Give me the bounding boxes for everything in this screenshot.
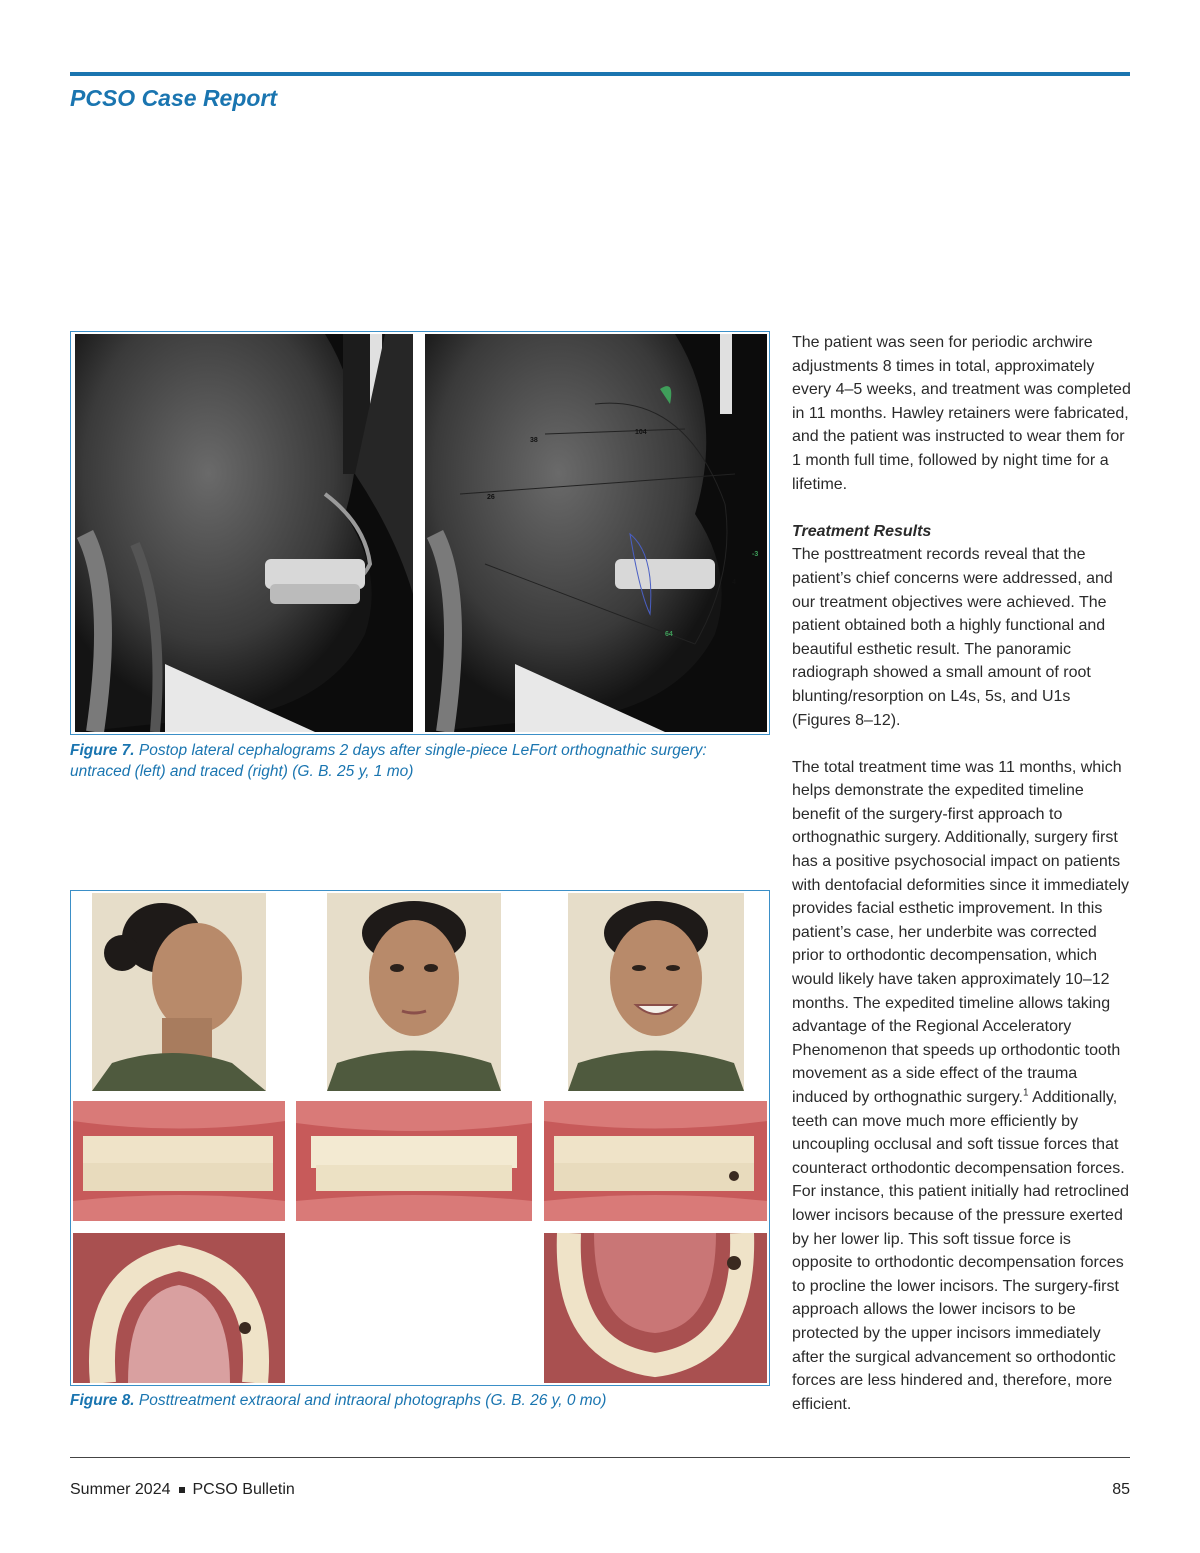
figure-8-caption-text: Posttreatment extraoral and intraoral photographs (G. B. 26 y, 0 mo) [138,1392,607,1409]
intraoral-right-photo [73,1101,285,1221]
lower-occlusal-photo [544,1233,767,1383]
intraoral-left-photo [544,1101,767,1221]
tracing-label-minus-3: -3 [752,551,759,558]
top-rule [70,72,1130,76]
paragraph-total-treatment-time-part2: Additionally, teeth can move much more efficiently by uncoupling occlusal and soft tissue forces that counteract orthodontic decompensation forces. For instance, this patient initially had retroclined lower incisors because of the pressure exerted by her lower lip. This soft tissue force is opposite to orthodontic decompensation forces to procline the lower incisors. The surgery-first approach allows the lower incisors to be protected by the upper incisors immediately after the surgical advancement so orthodontic forces are less hindered and, therefore, more efficient. [792,1089,1130,1413]
tracing-label-4: 4 [732,579,736,586]
figure-8-label: Figure 8. [70,1392,135,1409]
paragraph-archwire-adjustments: The patient was seen for periodic archwire adjustments 8 times in total, approximately every 4–5 weeks, and treatment was completed in 11 months. Hawley retainers were fabricated, and the patient was instructed to wear them for 1 month full time, followed by night time for a lifetime. [792,334,1131,493]
footer-separator [179,1487,185,1493]
body-text-column [792,331,1132,1416]
frontal-rest-photo [327,893,501,1091]
citation-superscript: 1 [1022,1087,1029,1099]
footer-rule [70,1457,1130,1458]
figure-8-caption [70,1390,760,1411]
tracing-label-104: 104 [635,429,647,436]
figure-7-caption-text: Postop lateral cephalograms 2 days after single-piece LeFort orthognathic surgery: untraced (left) and traced (right) (G. B. 25 y, 1 mo) [70,742,707,780]
paragraph-total-treatment-time [792,756,1132,1417]
figure-7-frame [70,331,770,735]
footer-issue-line [70,1481,295,1499]
tracing-label-26: 26 [487,494,495,501]
page-number: 85 [1112,1481,1130,1498]
paragraph-total-treatment-time-part1: The total treatment time was 11 months, which helps demonstrate the expedited timeline benefit of the surgery-first approach to orthognathic surgery. Additionally, surgery first has a positive psychosocial impact on patients with dentofacial deformities since it immediately provides facial esthetic improvement. In this patient’s case, her underbite was corrected prior to orthodontic decompensation, which would likely have taken approximately 10–12 months. The expedited timeline allows taking advantage of the Regional Acceleratory Phenomenon that speeds up orthodontic tooth movement as a side effect of the trauma induced by orthognathic surgery. [792,758,1130,1106]
tracing-label-38: 38 [530,437,538,444]
figure-8-frame [70,890,770,1386]
running-head: PCSO Case Report [70,85,278,111]
figure-7-caption [70,740,760,782]
ceph-traced-image [425,334,767,732]
frontal-smile-photo [568,893,744,1091]
figure-7-label: Figure 7. [70,742,135,759]
section-heading-treatment-results: Treatment Results [792,522,932,540]
profile-photo [92,893,266,1091]
paragraph-posttreatment-records: The posttreatment records reveal that the patient’s chief concerns were addressed, and our treatment objectives were achieved. The patient obtained both a highly functional and beautiful esthetic result. The panoramic radiograph showed a small amount of root blunting/resorption on L4s, 5s, and U1s (Figures 8–12). [792,546,1113,729]
tracing-label-64: 64 [665,631,673,638]
upper-occlusal-photo [73,1233,285,1383]
intraoral-frontal-photo [296,1101,532,1221]
ceph-untraced-image [75,334,413,732]
footer-issue: Summer 2024 [70,1481,171,1498]
footer-publication: PCSO Bulletin [192,1481,295,1498]
